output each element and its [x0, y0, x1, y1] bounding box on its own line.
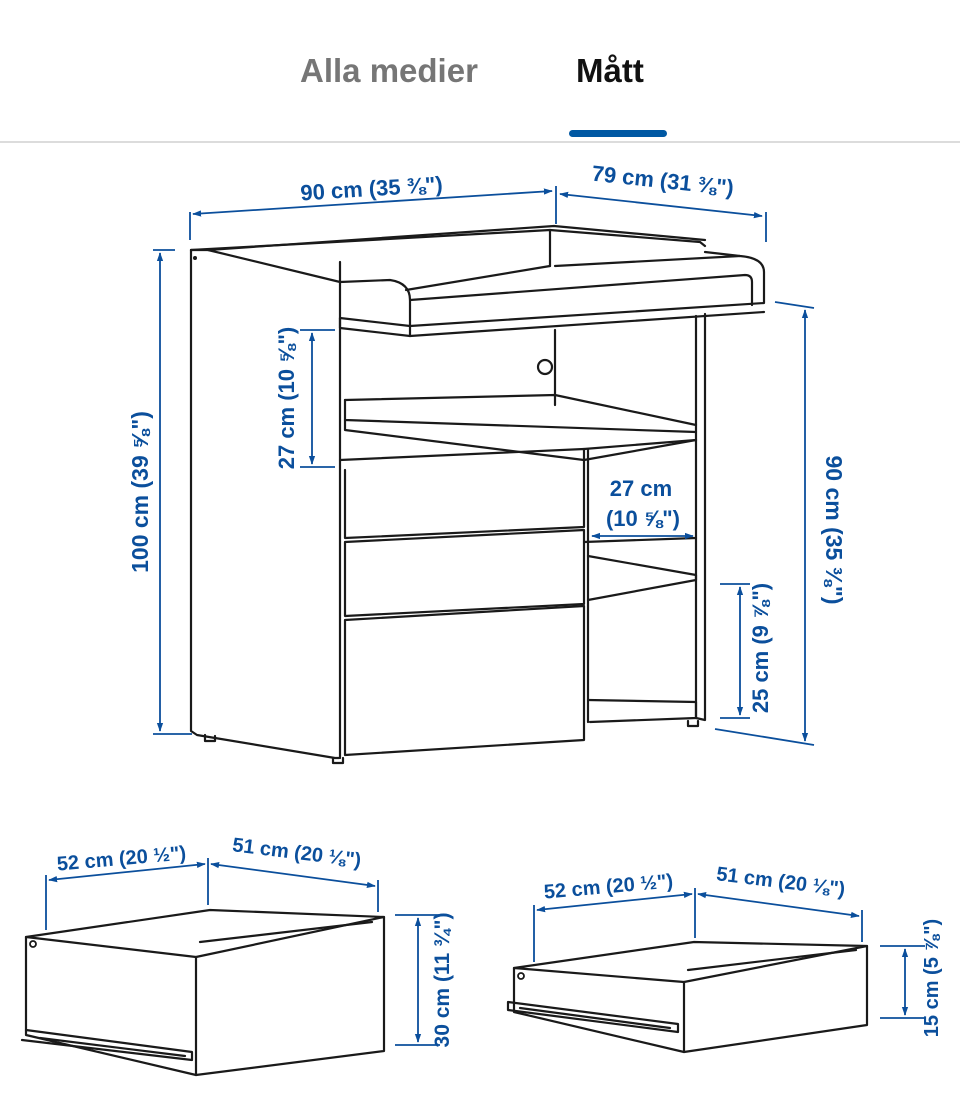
dimension-lines [46, 186, 925, 1045]
label-shelf-width-cm: 27 cm [609, 476, 673, 501]
cable-hole [538, 360, 552, 374]
label-small-drawer-depth: 51 cm (20 ⅛") [715, 863, 847, 901]
large-drawer-outline [22, 910, 384, 1075]
label-shelf-width-in: (10 ⅝") [605, 506, 681, 531]
tab-dimensions[interactable]: Mått [576, 52, 644, 89]
label-shelf-gap: 27 cm (10 ⅝") [274, 326, 299, 470]
label-large-drawer-depth: 51 cm (20 ⅛") [231, 834, 363, 872]
large-drawer-dowel [30, 941, 36, 947]
small-drawer-dowel [518, 973, 524, 979]
tab-all-media[interactable]: Alla medier [300, 52, 478, 89]
changing-table-outline [191, 226, 764, 763]
label-body-height: 90 cm (35 ⅜") [821, 455, 847, 605]
label-large-drawer-width: 52 cm (20 ½") [55, 842, 187, 876]
label-top-depth: 79 cm (31 ⅜") [590, 160, 735, 201]
label-top-width: 90 cm (35 ⅜") [299, 171, 444, 206]
screw-dot [193, 256, 197, 260]
label-small-drawer-width: 52 cm (20 ½") [542, 870, 674, 904]
label-total-height: 100 cm (39 ⅝") [127, 411, 153, 573]
label-small-drawer-height: 15 cm (5 ⅞") [921, 918, 943, 1038]
label-open-shelf-height: 25 cm (9 ⅞") [748, 582, 773, 714]
small-drawer-outline [508, 942, 867, 1052]
label-large-drawer-height: 30 cm (11 ¾") [431, 912, 454, 1048]
